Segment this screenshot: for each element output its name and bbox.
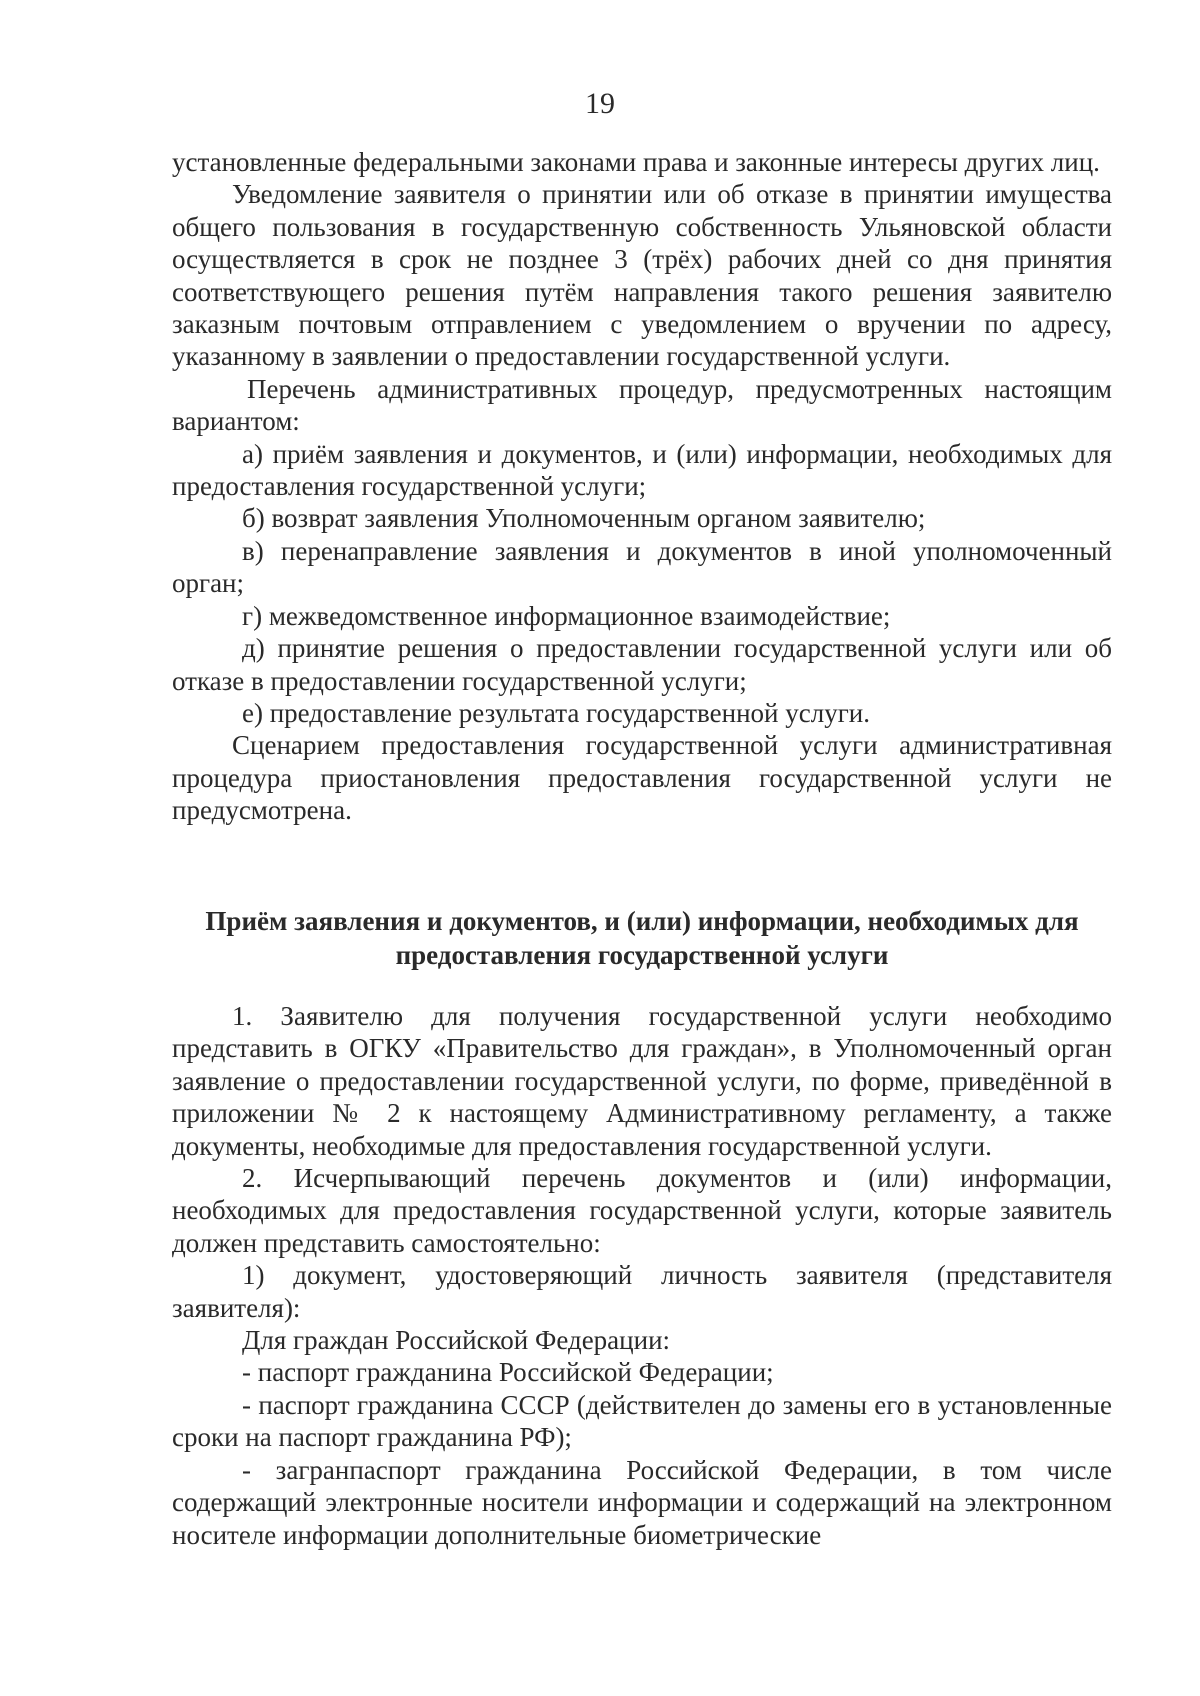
list-item-a: а) приём заявления и документов, и (или) информации, необходимых для предоставления государственной услуги; bbox=[172, 438, 1112, 502]
body-text-bottom bbox=[172, 1000, 1112, 1551]
page-number: 19 bbox=[585, 87, 615, 120]
list-item-v: в) перенаправление заявления и документов в иной уполномоченный орган; bbox=[172, 535, 1112, 599]
body-text-top bbox=[172, 146, 1112, 827]
list-item-e: е) предоставление результата государственной услуги. bbox=[242, 697, 870, 728]
paragraph-notification: Уведомление заявителя о принятии или об отказе в принятии имущества общего пользования в государственную собственность Ульяновской области осуществляется в срок не позднее 3 (трёх) рабочих дней со дня принятия соответствующего решения путём направления такого решения заявителю заказным почтовым отправлением с уведомлением о вручении по адресу, указанному в заявлении о предоставлении государственной услуги. bbox=[172, 179, 1112, 372]
list-item-g: г) межведомственное информационное взаимодействие; bbox=[242, 600, 891, 631]
list-item-passport-rf: - паспорт гражданина Российской Федерации; bbox=[242, 1357, 774, 1388]
paragraph-procedures-list-intro: Перечень административных процедур, предусмотренных настоящим вариантом: bbox=[172, 373, 1112, 437]
list-item-b: б) возврат заявления Уполномоченным органом заявителю; bbox=[242, 503, 926, 534]
list-item-foreign-passport: - загранпаспорт гражданина Российской Федерации, в том числе содержащий электронные носители информации и содержащий на электронном носителе информации дополнительные биометрические bbox=[172, 1454, 1112, 1550]
paragraph-subitem-1: 1) документ, удостоверяющий личность заявителя (представителя заявителя): bbox=[172, 1260, 1112, 1323]
section-heading: Приём заявления и документов, и (или) информации, необходимых для предоставления государственной услуги bbox=[205, 906, 1079, 970]
list-item-d: д) принятие решения о предоставлении государственной услуги или об отказе в предоставлении государственной услуги; bbox=[172, 633, 1112, 696]
paragraph-continuation: установленные федеральными законами права и законные интересы других лиц. bbox=[172, 147, 1100, 177]
paragraph-item-2: 2. Исчерпывающий перечень документов и (или) информации, необходимых для предоставления государственной услуги, которые заявитель должен представить самостоятельно: bbox=[172, 1163, 1112, 1258]
list-item-passport-ussr: - паспорт гражданина СССР (действителен до замены его в установленные сроки на паспорт гражданина РФ); bbox=[172, 1389, 1112, 1453]
paragraph-item-1: 1. Заявителю для получения государственной услуги необходимо представить в ОГКУ «Правительство для граждан», в Уполномоченный орган заявление о предоставлении государственной услуги, по форме, приведённой в приложении № 2 к настоящему Административному регламенту, а также документы, необходимые для предоставления государственной услуги. bbox=[172, 1001, 1112, 1161]
paragraph-scenario: Сценарием предоставления государственной услуги административная процедура приостановления предоставления государственной услуги не предусмотрена. bbox=[172, 730, 1112, 826]
paragraph-citizens-rf: Для граждан Российской Федерации: bbox=[242, 1325, 671, 1356]
